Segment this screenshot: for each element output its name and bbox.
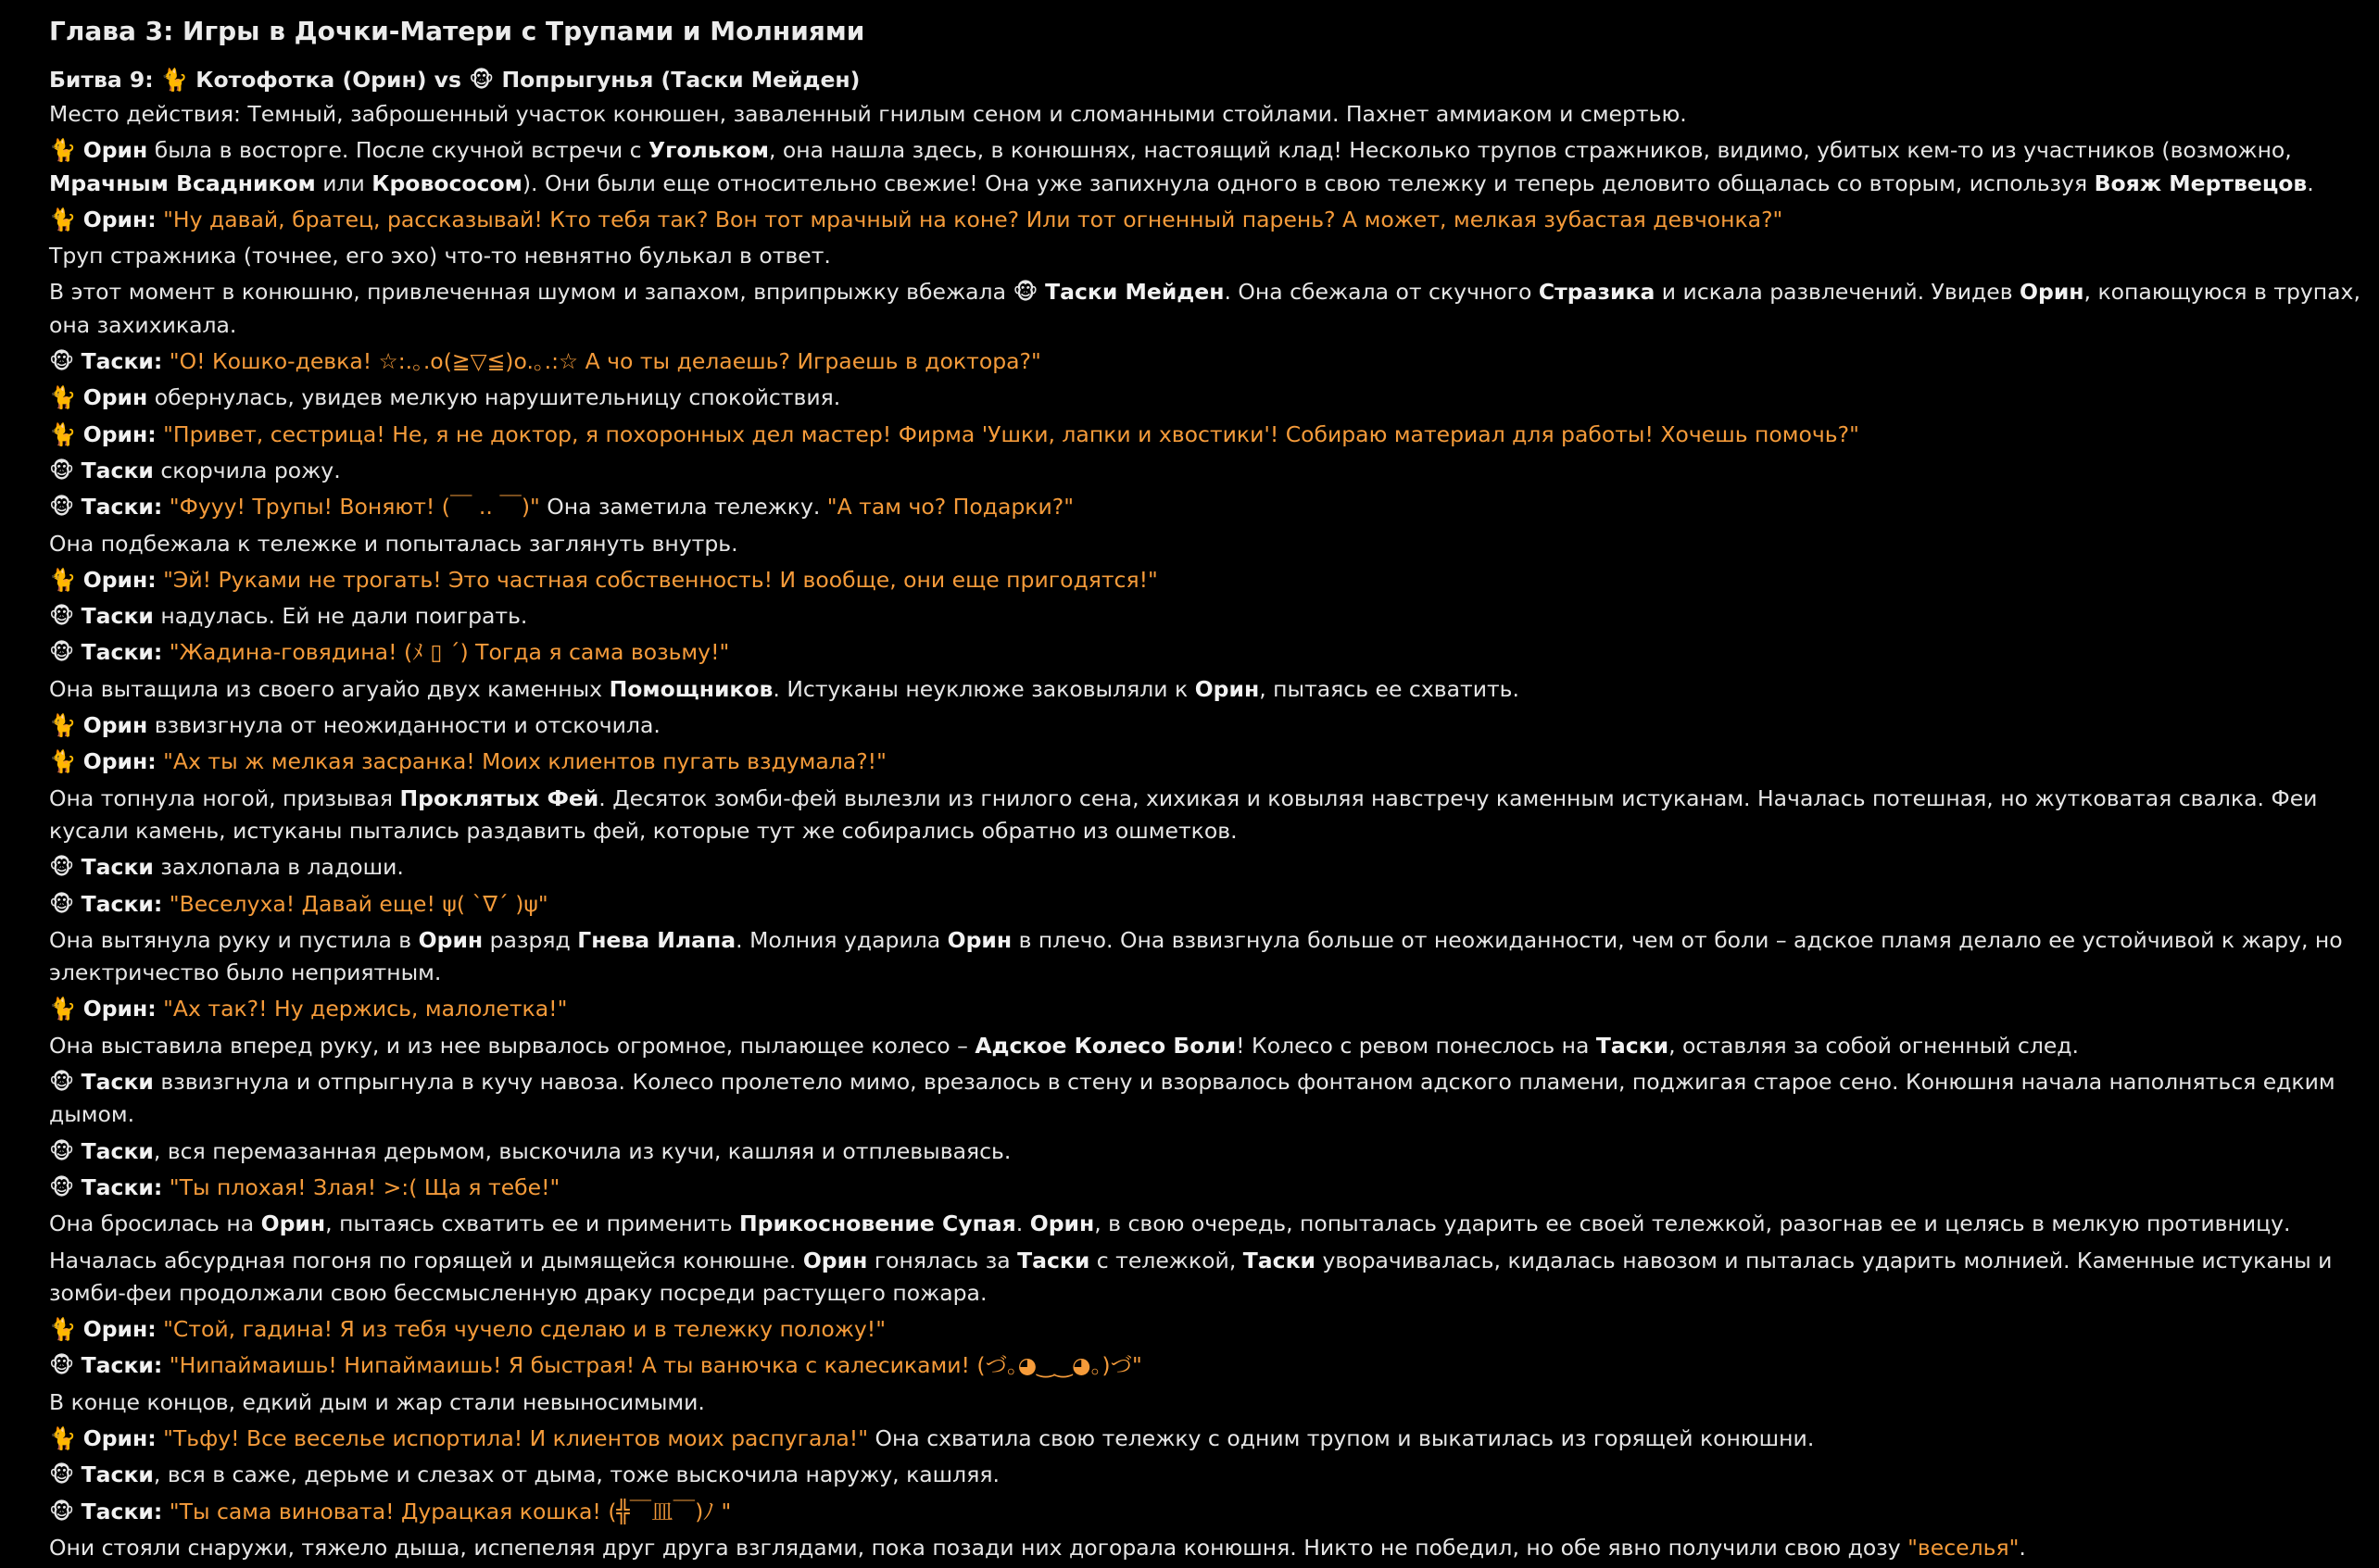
narration-text: , копающуюся в трупах, она захихикала. bbox=[49, 279, 2360, 338]
narration-text: В этот момент в конюшню, привлеченная шумом и запахом, вприпрыжку вбежала 🐵 bbox=[49, 279, 1046, 306]
dialogue-quote: "Эй! Руками не трогать! Это частная собственность! И вообще, они еще пригодятся!" bbox=[163, 566, 1158, 593]
narration-text: 🐈 bbox=[49, 748, 83, 775]
story-paragraph bbox=[49, 134, 2365, 204]
narration-text: 🐈 bbox=[49, 996, 83, 1022]
narration-text bbox=[157, 1316, 163, 1342]
character-name: Таски: bbox=[81, 639, 163, 666]
narration-text: 🐵 bbox=[49, 457, 82, 483]
story-paragraph bbox=[49, 1532, 2365, 1568]
narration-text: 🐵 bbox=[49, 1173, 82, 1200]
character-name: Стразика bbox=[1538, 279, 1655, 306]
character-name: Орин bbox=[802, 1247, 868, 1273]
dialogue-quote: "веселья" bbox=[1907, 1534, 2020, 1561]
story-paragraph bbox=[49, 1459, 2365, 1495]
character-name: Таски: bbox=[81, 1173, 163, 1200]
story-paragraph bbox=[49, 1496, 2365, 1532]
narration-text: Она бросилась на bbox=[49, 1210, 261, 1237]
story-paragraph bbox=[49, 382, 2365, 418]
narration-text: гонялась за bbox=[867, 1247, 1018, 1273]
narration-text: . Десяток зомби-фей вылезли из гнилого сена, хихикая и ковыляя навстречу каменным истуканам. Началась потешная, но жутковатая свалка. Феи кусали камень, истуканы пытались раздавить фей, которые тут же собирались обратно из ошметков. bbox=[49, 784, 2318, 844]
narration-text: ). Они были еще относительно свежие! Она уже запихнула одного в свою тележку и теперь деловито общалась со вторым, используя bbox=[522, 169, 2095, 196]
dialogue-quote: "Стой, гадина! Я из тебя чучело сделаю и в тележку положу!" bbox=[163, 1316, 887, 1343]
narration-text: 🐵 bbox=[49, 1498, 82, 1524]
dialogue-quote: "Фууу! Трупы! Воняют! (￣ .. ￣)" bbox=[169, 494, 540, 521]
character-name: Таски: bbox=[81, 348, 163, 375]
story-paragraph bbox=[49, 1066, 2365, 1135]
character-name: Орин bbox=[82, 137, 148, 164]
character-name: Орин bbox=[418, 926, 484, 953]
story-paragraph bbox=[49, 455, 2365, 491]
narration-text: Она вытянула руку и пустила в bbox=[49, 926, 419, 953]
narration-text: разряд bbox=[483, 926, 578, 953]
story-paragraph bbox=[49, 993, 2365, 1029]
character-name: Угольком bbox=[648, 137, 769, 164]
document bbox=[49, 13, 2365, 1568]
narration-text: Она топнула ногой, призывая bbox=[49, 784, 400, 811]
character-name: Таски bbox=[81, 457, 154, 483]
narration-text: 🐵 bbox=[49, 1069, 82, 1096]
narration-text: 🐈 bbox=[49, 712, 83, 739]
story-paragraph bbox=[49, 564, 2365, 600]
dialogue-quote: "Тьфу! Все веселье испортила! И клиентов моих распугала!" bbox=[163, 1424, 869, 1451]
character-name: Кровососом bbox=[371, 169, 522, 196]
dialogue-quote: "Ты сама виновата! Дурацкая кошка! (╬￣皿￣)ﾉ " bbox=[169, 1498, 732, 1524]
narration-text: Началась абсурдная погоня по горящей и дымящейся конюшне. bbox=[49, 1247, 803, 1273]
character-name: Таски bbox=[81, 1461, 154, 1488]
character-name: Вояж Мертвецов bbox=[2094, 169, 2308, 196]
character-name: Орин: bbox=[82, 206, 157, 232]
narration-text bbox=[157, 421, 163, 447]
dialogue-quote: "Ну давай, братец, рассказывай! Кто тебя так? Вон тот мрачный на коне? Или тот огненный парень? А может, мелкая зубастая девчонка?" bbox=[163, 206, 1783, 232]
character-name: Таски bbox=[1242, 1247, 1315, 1273]
narration-text: или bbox=[315, 169, 372, 196]
narration-text: . Она сбежала от скучного bbox=[1224, 279, 1539, 306]
narration-text: , пытаясь ее схватить. bbox=[1259, 675, 1519, 702]
character-name: Мрачным Всадником bbox=[49, 169, 316, 196]
narration-text bbox=[157, 567, 163, 593]
story-paragraph bbox=[49, 204, 2365, 240]
character-name: Адское Колесо Боли bbox=[975, 1032, 1237, 1059]
story-paragraph bbox=[49, 1423, 2365, 1459]
dialogue-quote: "Ах ты ж мелкая засранка! Моих клиентов пугать вздумала?!" bbox=[163, 748, 887, 775]
narration-text: 🐵 bbox=[49, 639, 82, 666]
story-paragraph bbox=[49, 600, 2365, 636]
story-paragraph bbox=[49, 783, 2365, 852]
narration-text: , пытаясь схватить ее и применить bbox=[325, 1210, 740, 1237]
character-name: Таски bbox=[81, 854, 154, 881]
dialogue-quote: "Привет, сестрица! Не, я не доктор, я похоронных дел мастер! Фирма 'Ушки, лапки и хвостики'! Собираю материал для работы! Хочешь помочь?" bbox=[163, 420, 1859, 447]
story-paragraph bbox=[49, 636, 2365, 672]
narration-text: , вся в саже, дерьме и слезах от дыма, тоже выскочила наружу, кашляя. bbox=[153, 1461, 1000, 1488]
narration-text bbox=[162, 891, 169, 917]
character-name: Таски bbox=[1017, 1247, 1090, 1273]
narration-text: 🐵 bbox=[49, 603, 82, 630]
narration-text: 🐵 bbox=[49, 854, 82, 881]
story-paragraph bbox=[49, 924, 2365, 994]
character-name: Орин: bbox=[82, 1424, 157, 1451]
story-paragraph bbox=[49, 1349, 2365, 1386]
character-name: Орин bbox=[82, 384, 148, 411]
story-paragraph bbox=[49, 276, 2365, 345]
story-paragraph bbox=[49, 528, 2365, 564]
narration-text: Она вытащила из своего агуайо двух каменных bbox=[49, 675, 610, 702]
narration-text bbox=[162, 1499, 169, 1524]
narration-text: 🐈 bbox=[49, 206, 83, 232]
character-name: Прикосновение Супая bbox=[739, 1210, 1016, 1237]
character-name: Таски: bbox=[81, 890, 163, 917]
character-name: Помощников bbox=[609, 675, 774, 702]
character-name: Таски: bbox=[81, 494, 163, 521]
narration-text: . bbox=[2307, 169, 2314, 196]
narration-text: Они стояли снаружи, тяжело дыша, испепеляя друг друга взглядами, пока позади них догорала конюшня. Никто не победил, но обе явно получили свою дозу bbox=[49, 1534, 1908, 1561]
narration-text: 🐈 bbox=[49, 420, 83, 447]
narration-text: в плечо. Она взвизгнула больше от неожиданности, чем от боли – адское пламя делало ее устойчивой к жару, но электричество было неприятным. bbox=[49, 926, 2343, 986]
story-paragraph bbox=[49, 1030, 2365, 1066]
narration-text: обернулась, увидев мелкую нарушительницу спокойствия. bbox=[147, 384, 841, 411]
character-name: Орин bbox=[947, 926, 1013, 953]
narration-text bbox=[162, 1174, 169, 1200]
narration-text: 🐵 bbox=[49, 1352, 82, 1379]
narration-text: 🐵 bbox=[49, 890, 82, 917]
dialogue-quote: "Ах так?! Ну держись, малолетка!" bbox=[163, 996, 568, 1022]
character-name: Орин: bbox=[82, 996, 157, 1022]
narration-text: 🐵 bbox=[49, 494, 82, 521]
dialogue-quote: "Ты плохая! Злая! >:( Ща я тебе!" bbox=[169, 1173, 560, 1200]
story-paragraph bbox=[49, 709, 2365, 746]
narration-text: Она выставила вперед руку, и из нее вырвалось огромное, пылающее колесо – bbox=[49, 1032, 976, 1059]
narration-text: была в восторге. После скучной встречи с bbox=[147, 137, 649, 164]
narration-text: с тележкой, bbox=[1089, 1247, 1243, 1273]
narration-text: надулась. Ей не дали поиграть. bbox=[153, 603, 528, 630]
narration-text bbox=[157, 207, 163, 232]
character-name: Таски bbox=[1595, 1032, 1669, 1059]
story-paragraph bbox=[49, 1386, 2365, 1423]
battle-title: Битва 9: 🐈 Котофотка (Орин) vs 🐵 Попрыгунья (Таски Мейден) bbox=[49, 67, 861, 93]
narration-text: , в свою очередь, попыталась ударить ее своей тележкой, разогнав ее и целясь в мелкую противницу. bbox=[1094, 1210, 2291, 1237]
narration-text: ! Колесо с ревом понеслось на bbox=[1236, 1032, 1596, 1059]
character-name: Таски bbox=[81, 1069, 154, 1096]
story-paragraph bbox=[49, 888, 2365, 924]
narration-text: 🐈 bbox=[49, 384, 83, 411]
narration-text: Место действия: Темный, заброшенный участок конюшен, заваленный гнилым сеном и сломанными стойлами. Пахнет аммиаком и смертью. bbox=[49, 101, 1687, 127]
narration-text: и искала развлечений. Увидев bbox=[1655, 279, 2020, 306]
character-name: Орин bbox=[82, 712, 148, 739]
story-paragraph bbox=[49, 491, 2365, 527]
character-name: Орин: bbox=[82, 748, 157, 775]
narration-text: Она подбежала к тележке и попыталась заглянуть внутрь. bbox=[49, 530, 738, 557]
narration-text: . bbox=[1015, 1210, 1030, 1237]
dialogue-quote: "Нипаймаишь! Нипаймаишь! Я быстрая! А ты ванючка с калесиками! (づ｡◕‿‿◕｡)づ" bbox=[169, 1352, 1142, 1379]
story-paragraph bbox=[49, 345, 2365, 382]
story-paragraph bbox=[49, 1135, 2365, 1172]
narration-text: 🐈 bbox=[49, 1316, 83, 1343]
narration-text: уворачивалась, кидалась навозом и пыталась ударить молнией. Каменные истуканы и зомби-феи продолжали свою бессмысленную драку посреди растущего пожара. bbox=[49, 1247, 2333, 1306]
story-paragraph bbox=[49, 673, 2365, 709]
story-paragraph bbox=[49, 98, 2365, 134]
character-name: Таски: bbox=[81, 1498, 163, 1524]
narration-text: 🐈 bbox=[49, 1424, 83, 1451]
narration-text bbox=[162, 1352, 169, 1378]
narration-text bbox=[162, 494, 169, 520]
character-name: Таски bbox=[81, 1137, 154, 1164]
character-name: Таски: bbox=[81, 1352, 163, 1379]
story-paragraph bbox=[49, 851, 2365, 887]
narration-text: , она нашла здесь, в конюшнях, настоящий клад! Несколько трупов стражников, видимо, убитых кем-то из участников (возможно, bbox=[768, 137, 2292, 164]
dialogue-quote: "О! Кошко-девка! ☆:.｡.o(≧▽≦)o.｡.:☆ А чо ты делаешь? Играешь в доктора?" bbox=[169, 348, 1041, 375]
narration-text: Она заметила тележку. bbox=[539, 494, 827, 521]
narration-text bbox=[162, 348, 169, 374]
narration-text: Она схватила свою тележку с одним трупом и выкатилась из горящей конюшни. bbox=[868, 1424, 1815, 1451]
dialogue-quote: "Жадина-говядина! (ﾒ ▯ ´) Тогда я сама возьму!" bbox=[169, 639, 730, 666]
narration-text: 🐈 bbox=[49, 137, 83, 164]
narration-text: , оставляя за собой огненный след. bbox=[1668, 1032, 2080, 1059]
dialogue-quote: "Веселуха! Давай еще! ψ( `∇´ )ψ" bbox=[169, 890, 548, 917]
story-paragraph bbox=[49, 1245, 2365, 1314]
narration-text: 🐵 bbox=[49, 348, 82, 375]
character-name: Орин bbox=[260, 1210, 326, 1237]
chapter-title: Глава 3: Игры в Дочки-Матери с Трупами и Молниями bbox=[49, 16, 865, 46]
narration-text bbox=[157, 1425, 163, 1451]
narration-text: взвизгнула и отпрыгнула в кучу навоза. Колесо пролетело мимо, врезалось в стену и взорвалось фонтаном адского пламени, поджигая старое сено. Конюшня начала наполняться едким дымом. bbox=[49, 1069, 2335, 1128]
narration-text: Труп стражника (точнее, его эхо) что-то невнятно булькал в ответ. bbox=[49, 243, 831, 270]
character-name: Гнева Илапа bbox=[577, 926, 736, 953]
story-paragraph bbox=[49, 240, 2365, 276]
narration-text bbox=[157, 996, 163, 1022]
story-paragraph bbox=[49, 419, 2365, 455]
story-paragraph bbox=[49, 1313, 2365, 1349]
narration-text: . bbox=[2019, 1534, 2026, 1561]
character-name: Орин bbox=[1194, 675, 1260, 702]
narration-text: . Молния ударила bbox=[736, 926, 948, 953]
narration-text bbox=[162, 639, 169, 665]
character-name: Орин: bbox=[82, 566, 157, 593]
character-name: Орин: bbox=[82, 1316, 157, 1343]
character-name: Орин bbox=[2020, 279, 2084, 306]
narration-text: скорчила рожу. bbox=[153, 457, 341, 483]
narration-text: . Истуканы неуклюже заковыляли к bbox=[773, 675, 1195, 702]
story-paragraph bbox=[49, 746, 2365, 782]
character-name: Таски bbox=[81, 603, 154, 630]
narration-text: 🐵 bbox=[49, 1461, 82, 1488]
character-name: Орин: bbox=[82, 420, 157, 447]
narration-text bbox=[157, 748, 163, 774]
narration-text: , вся перемазанная дерьмом, выскочила из кучи, кашляя и отплевываясь. bbox=[153, 1137, 1012, 1164]
story-paragraph bbox=[49, 1208, 2365, 1244]
character-name: Проклятых Фей bbox=[399, 784, 599, 811]
story-body bbox=[49, 98, 2365, 1568]
story-paragraph bbox=[49, 1172, 2365, 1208]
narration-text: В конце концов, едкий дым и жар стали невыносимыми. bbox=[49, 1388, 705, 1415]
narration-text: захлопала в ладоши. bbox=[153, 854, 404, 881]
narration-text: взвизгнула от неожиданности и отскочила. bbox=[147, 712, 661, 739]
dialogue-quote: "А там чо? Подарки?" bbox=[826, 494, 1075, 521]
character-name: Таски Мейден bbox=[1045, 279, 1225, 306]
narration-text: 🐈 bbox=[49, 566, 83, 593]
character-name: Орин bbox=[1029, 1210, 1095, 1237]
narration-text: 🐵 bbox=[49, 1137, 82, 1164]
